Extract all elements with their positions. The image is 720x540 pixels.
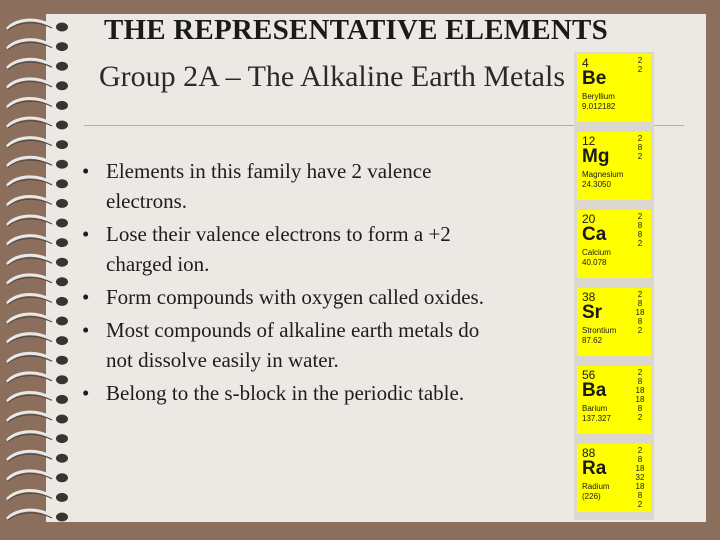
- element-name: Barium: [582, 404, 608, 413]
- atomic-number: 38: [582, 290, 596, 304]
- atomic-mass: 137.327: [582, 414, 611, 423]
- bullet-dot: •: [82, 318, 90, 342]
- electron-shells: [633, 290, 647, 335]
- element-symbol: Ba: [582, 380, 607, 401]
- element-cell-ca: [577, 210, 651, 278]
- bullet-text: Elements in this family have 2 valence electrons.: [106, 159, 432, 213]
- shell-count: 8: [637, 221, 643, 230]
- bullet-dot: •: [82, 381, 90, 405]
- bullet-text: Belong to the s-block in the periodic table.: [106, 381, 465, 405]
- shell-count: 18: [635, 395, 645, 404]
- shell-count: 2: [637, 56, 643, 65]
- element-symbol: Ca: [582, 224, 607, 245]
- atomic-number: 4: [582, 56, 589, 70]
- element-cell-be: [577, 54, 651, 122]
- bullet-item: [82, 378, 502, 408]
- shell-count: 2: [637, 239, 643, 248]
- shell-count: 8: [637, 230, 643, 239]
- shell-count: 8: [637, 143, 643, 152]
- shell-count: 8: [637, 455, 643, 464]
- atomic-mass: 24.3050: [582, 180, 611, 189]
- element-cell-sr: [577, 288, 651, 356]
- atomic-mass: (226): [582, 492, 601, 501]
- bullet-text: Form compounds with oxygen called oxides.: [106, 285, 484, 309]
- shell-count: 2: [637, 212, 643, 221]
- element-name: Radium: [582, 482, 610, 491]
- atomic-number: 20: [582, 212, 596, 226]
- bullet-text: Lose their valence electrons to form a +2 charged ion.: [106, 222, 451, 276]
- element-name: Beryllium: [582, 92, 615, 101]
- element-name: Magnesium: [582, 170, 624, 179]
- atomic-mass: 40.078: [582, 258, 607, 267]
- atomic-mass: 87.62: [582, 336, 603, 345]
- shell-count: 18: [635, 386, 645, 395]
- atomic-number: 12: [582, 134, 596, 148]
- element-symbol: Be: [582, 68, 607, 89]
- shell-count: 2: [637, 65, 643, 74]
- periodic-group-column: [574, 52, 654, 520]
- shell-count: 8: [637, 404, 643, 413]
- shell-count: 2: [637, 413, 643, 422]
- shell-count: 2: [637, 290, 643, 299]
- shell-count: 8: [637, 299, 643, 308]
- shell-count: 2: [637, 368, 643, 377]
- element-cell-ra: [577, 444, 651, 512]
- shell-count: 18: [635, 464, 645, 473]
- bullet-dot: •: [82, 285, 90, 309]
- element-symbol: Mg: [582, 146, 610, 167]
- element-cell-mg: [577, 132, 651, 200]
- atomic-number: 88: [582, 446, 596, 460]
- bullet-item: [82, 156, 502, 216]
- shell-count: 18: [635, 308, 645, 317]
- electron-shells: [633, 56, 647, 74]
- electron-shells: [633, 212, 647, 248]
- shell-count: 2: [637, 446, 643, 455]
- element-symbol: Ra: [582, 458, 607, 479]
- spiral-binding-icon: [4, 10, 84, 530]
- bullet-dot: •: [82, 159, 90, 183]
- page-subtitle: Group 2A – The Alkaline Earth Metals: [98, 60, 566, 93]
- bullet-item: [82, 219, 502, 279]
- shell-count: 8: [637, 377, 643, 386]
- atomic-mass: 9.012182: [582, 102, 616, 111]
- bullet-item: [82, 315, 502, 375]
- shell-count: 2: [637, 134, 643, 143]
- element-cell-ba: [577, 366, 651, 434]
- element-name: Strontium: [582, 326, 617, 335]
- page-title: THE REPRESENTATIVE ELEMENTS: [104, 14, 608, 46]
- electron-shells: [633, 134, 647, 161]
- shell-count: 8: [637, 491, 643, 500]
- shell-count: 18: [635, 482, 645, 491]
- shell-count: 8: [637, 317, 643, 326]
- shell-count: 2: [637, 500, 643, 509]
- bullet-text: Most compounds of alkaline earth metals do not dissolve easily in water.: [106, 318, 480, 372]
- electron-shells: [633, 446, 647, 509]
- bullet-list: [82, 156, 502, 411]
- atomic-number: 56: [582, 368, 596, 382]
- bullet-dot: •: [82, 222, 90, 246]
- shell-count: 2: [637, 326, 643, 335]
- element-symbol: Sr: [582, 302, 603, 323]
- electron-shells: [633, 368, 647, 422]
- bullet-item: [82, 282, 502, 312]
- shell-count: 32: [635, 473, 645, 482]
- shell-count: 2: [637, 152, 643, 161]
- element-name: Calcium: [582, 248, 611, 257]
